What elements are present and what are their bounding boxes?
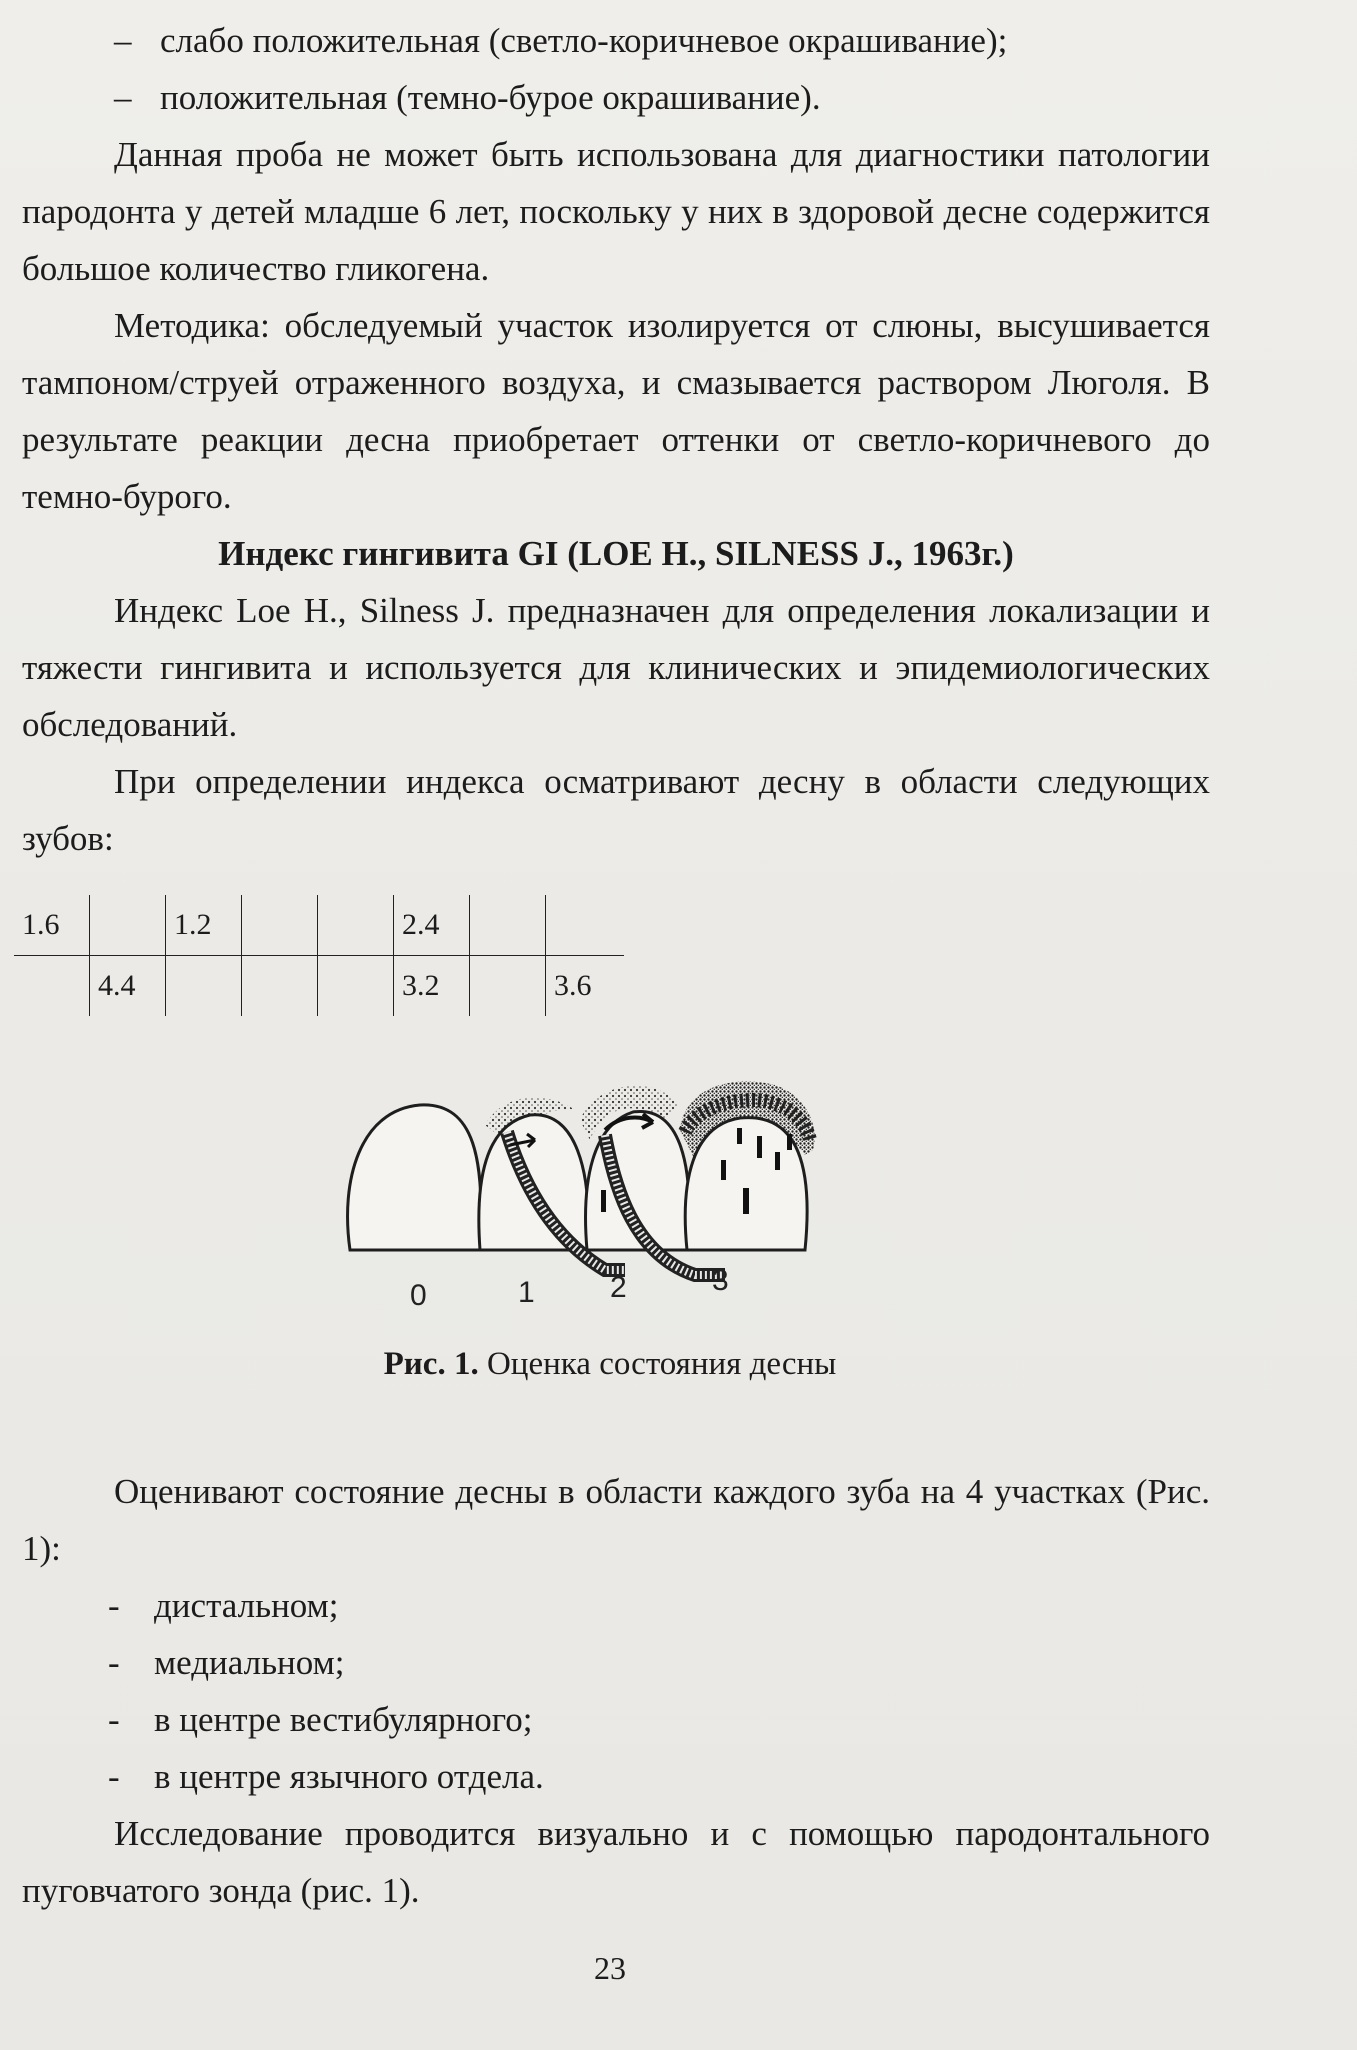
- table-row: [14, 956, 624, 1017]
- table-cell: [14, 956, 90, 1017]
- text-block-top: [22, 12, 1210, 867]
- tooth-0: [348, 1105, 482, 1250]
- page-number: 23: [594, 1950, 626, 1986]
- table-cell: 1.2: [166, 895, 242, 956]
- table-cell: 1.6: [14, 895, 90, 956]
- table-cell: [546, 895, 625, 956]
- section-heading: Индекс гингивита GI (LOE H., SILNESS J., 1963г.): [218, 534, 1014, 573]
- paragraph: Исследование проводится визуально и с помощью пародонтального пуговчатого зонда (рис. 1).: [22, 1814, 1210, 1910]
- paragraph: При определении индекса осматривают десну в области следующих зубов:: [22, 762, 1210, 858]
- figure-label-1: 1: [518, 1276, 535, 1309]
- paragraph: Методика: обследуемый участок изолируется от слюны, высушивается тампоном/струей отраженного воздуха, и смазывается раствором Люголя. В результате реакции десна приобретает оттенки от светло-коричневого до темно-бурого.: [22, 306, 1210, 516]
- table-cell: 3.6: [554, 969, 592, 1002]
- text-block-bottom: [22, 1463, 1210, 1919]
- list-item: - в центре вестибулярного;: [108, 1700, 533, 1739]
- table-cell: [90, 895, 166, 956]
- paragraph: Индекс Loe H., Silness J. предназначен для определения локализации и тяжести гингивита и используется для клинических и эпидемиологических обследований.: [22, 591, 1210, 744]
- teeth-table: [14, 895, 624, 1016]
- table-cell: 2.4: [394, 895, 470, 956]
- table-cell: [318, 956, 394, 1017]
- figure-caption: Рис. 1. Оценка состояния десны: [383, 1346, 837, 1382]
- list-item: - медиальном;: [108, 1643, 345, 1682]
- table-cell: [242, 895, 318, 956]
- table-cell: 3.2: [394, 956, 470, 1017]
- figure-label-2: 2: [610, 1271, 627, 1304]
- paragraph: Оценивают состояние десны в области каждого зуба на 4 участках (Рис. 1):: [22, 1472, 1210, 1568]
- list-item: – положительная (темно-бурое окрашивание).: [114, 78, 821, 117]
- table-cell: 4.4: [90, 956, 166, 1017]
- list-item: - в центре язычного отдела.: [108, 1757, 544, 1796]
- table-cell: [470, 895, 546, 956]
- figure-label-0: 0: [410, 1279, 427, 1312]
- list-item: - дистальном;: [108, 1586, 339, 1625]
- table-cell: [470, 956, 546, 1017]
- figure-label-3: 3: [712, 1264, 729, 1297]
- table-row: [14, 895, 624, 956]
- gingiva-illustration: [335, 1070, 915, 1320]
- paragraph: Данная проба не может быть использована для диагностики патологии пародонта у детей младше 6 лет, поскольку у них в здоровой десне содержится большое количество гликогена.: [22, 135, 1210, 288]
- table-cell: [166, 956, 242, 1017]
- table-cell: [242, 956, 318, 1017]
- list-item: – слабо положительная (светло-коричневое окрашивание);: [114, 21, 1008, 60]
- table-cell: [318, 895, 394, 956]
